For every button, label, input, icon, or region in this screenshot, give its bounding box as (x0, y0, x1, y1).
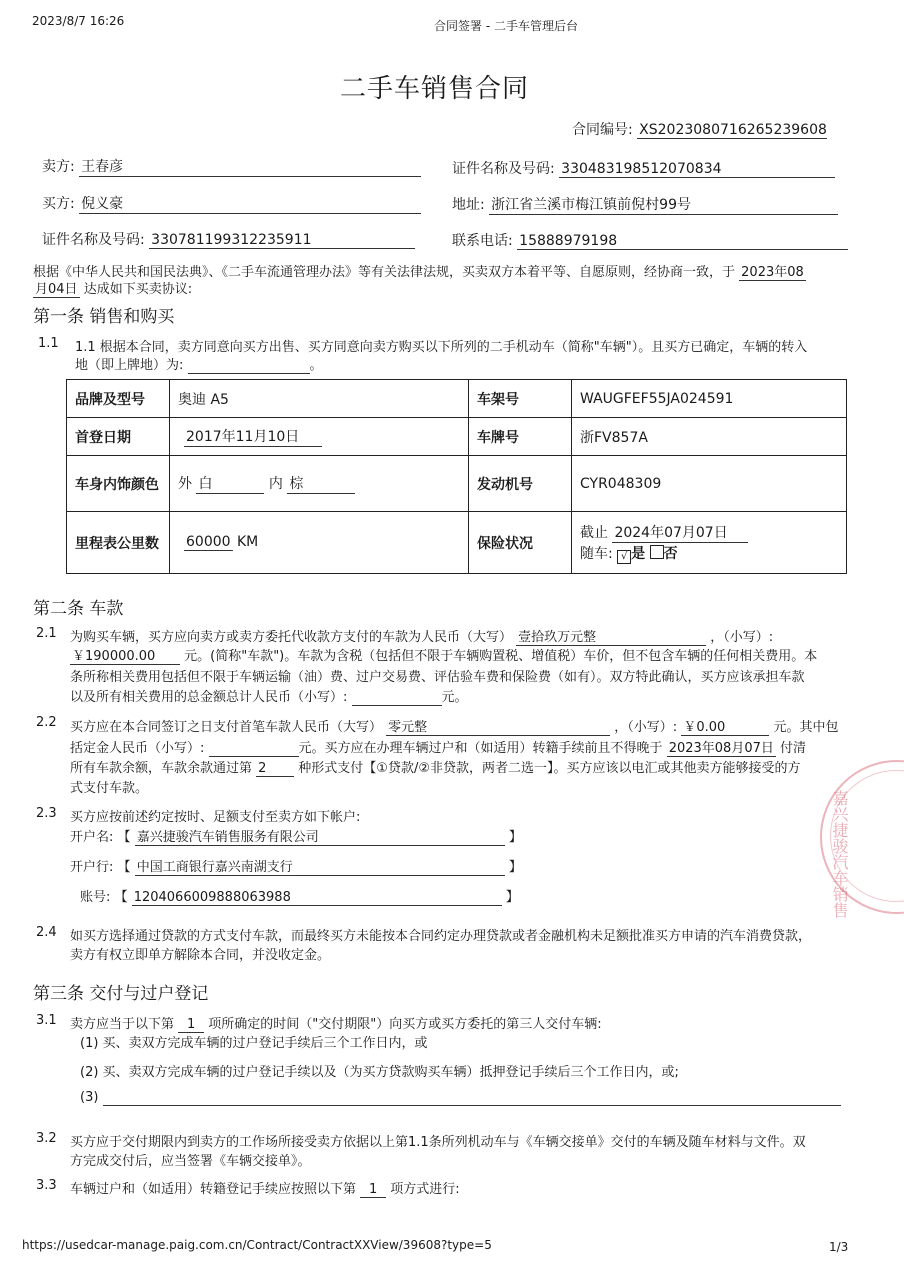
vin-value: WAUGFEF55JA024591 (572, 380, 847, 418)
clause-2-1-line-3: 条所称相关费用包括但不限于车辆运输（油）费、过户交易费、评估验车费和保险费（如有）。双方特此确认，买方应该承担车款 (70, 670, 805, 685)
seller-id: 330483198512070834 (559, 161, 835, 178)
deposit-upper: 零元整 (386, 716, 610, 736)
reg-date-header: 首登日期 (67, 418, 170, 456)
print-datetime: 2023/8/7 16:26 (32, 14, 125, 28)
phone-row: 联系电话: 15888979198 (452, 230, 848, 250)
clause-2-3-num: 2.3 (36, 806, 57, 821)
option-3: (3) (80, 1090, 841, 1106)
clause-3-2-line-1: 买方应于交付期限内到卖方的工作场所接受卖方依据以上第1.1条所列机动车与《车辆交接单》交付的车辆及随车材料与文件。双 (70, 1135, 806, 1150)
insurance-until: 2024年07月07日 (612, 522, 748, 543)
clause-1-1-num: 1.1 (38, 336, 59, 351)
exterior-color: 白 (196, 473, 264, 494)
vehicle-table (66, 379, 847, 574)
clause-3-2-num: 3.2 (36, 1131, 57, 1146)
final-payment-date: 2023年08月07日 (667, 737, 776, 757)
plate-value: 浙FV857A (572, 418, 847, 456)
mileage-cell: 60000 KM (170, 512, 469, 574)
contract-no: XS2023080716265239608 (639, 122, 827, 138)
interior-color: 棕 (287, 473, 355, 494)
brand-header: 品牌及型号 (67, 380, 170, 418)
intro-line-1: 根据《中华人民共和国民法典》、《二手车流通管理办法》等有关法律法规，买卖双方本着平等、自愿原则，经协商一致，于 2023年08 (33, 261, 806, 281)
clause-3-1-text: 卖方应当于以下第 1 项所确定的时间（"交付期限"）向买方或买方委托的第三人交付车辆: (70, 1017, 602, 1032)
buyer-id-row: 证件名称及号码: 330781199312235911 (42, 229, 415, 249)
address-row: 地址: 浙江省兰溪市梅江镇前倪村99号 (452, 194, 838, 215)
vin-header: 车架号 (469, 380, 572, 418)
clause-2-4-line-2: 卖方有权立即单方解除本合同，并没收定金。 (70, 948, 331, 963)
clause-3-3-num: 3.3 (36, 1178, 57, 1193)
yes-checkbox: √ (617, 550, 631, 564)
account-no-row: 账号: 【 1204066009888063988 】 (80, 890, 519, 905)
account-number: 1204066009888063988 (132, 890, 502, 906)
clause-2-1-line-2: ￥190000.00 元。(简称"车款")。车款为含税（包括但不限于车辆购置税、增值税）车价，但不包含车辆的任何相关费用。本 (70, 645, 817, 665)
clause-2-2-line-3: 所有车款余额，车款余款通过第 2 种形式支付【①贷款/②非贷款，两者二选一】。买方应该以电汇或其他卖方能够接受的方 (70, 761, 801, 776)
page-url: https://usedcar-manage.paig.com.cn/Contract/ContractXXView/39608?type=5 (22, 1238, 492, 1252)
clause-3-3-text: 车辆过户和（如适用）转籍登记手续应按照以下第 1 项方式进行: (70, 1182, 460, 1197)
seller-name: 王春彦 (79, 156, 421, 177)
company-seal-text: 嘉兴捷骏汽车销售 (830, 790, 849, 918)
clause-2-2-num: 2.2 (36, 715, 57, 730)
clause-2-2-line-1: 买方应在本合同签订之日支付首笔车款人民币（大写） 零元整 ，（小写）: ￥0.00 元。其中包 (70, 716, 838, 736)
total-price-upper: 壹拾玖万元整 (516, 626, 706, 646)
clause-2-4-line-1: 如买方选择通过贷款的方式支付车款，而最终买方未能按本合同约定办理贷款或者金融机构未足额批准买方申请的汽车消费贷款， (70, 929, 812, 944)
delivery-option: 1 (178, 1017, 204, 1033)
plate-header: 车牌号 (469, 418, 572, 456)
clause-1-1-text: 1.1 根据本合同，卖方同意向买方出售、买方同意向卖方购买以下所列的二手机动车（简称"车辆"）。且买方已确定，车辆的转入 (75, 340, 808, 355)
buyer-phone: 15888979198 (517, 233, 848, 250)
color-cell: 外 白 内 棕 (170, 456, 469, 512)
reg-date-value: 2017年11月10日 (184, 426, 322, 447)
insurance-header: 保险状况 (469, 512, 572, 574)
contract-no-row: 合同编号: XS2023080716265239608 (572, 122, 827, 138)
reg-date-cell (170, 418, 469, 456)
color-header: 车身内饰颜色 (67, 456, 170, 512)
intro-line-2: 月04日 达成如下买卖协议: (33, 278, 192, 298)
buyer-row: 买方: 倪义豪 (42, 193, 421, 214)
account-name-row: 开户名: 【 嘉兴捷骏汽车销售服务有限公司 】 (70, 826, 522, 846)
total-price-lower: ￥190000.00 (70, 645, 180, 665)
seller-row: 卖方: 王春彦 (42, 156, 421, 177)
clause-2-3-text: 买方应按前述约定按时、足额支付至卖方如下帐户: (70, 810, 361, 825)
transfer-option: 1 (360, 1182, 386, 1198)
page-number: 1/3 (829, 1240, 849, 1254)
clause-1-1-text-2: 地（即上牌地）为: 。 (75, 358, 323, 373)
article-2-title: 第二条 车款 (33, 599, 124, 619)
bank-row: 开户行: 【 中国工商银行嘉兴南湖支行 】 (70, 856, 522, 876)
clause-2-1-line-4: 以及所有相关费用的总金额总计人民币（小写）: 元。 (70, 690, 468, 705)
clause-3-2-line-2: 方完成交付后，应当签署《车辆交接单》。 (70, 1154, 311, 1169)
article-3-title: 第三条 交付与过户登记 (33, 984, 209, 1004)
buyer-address: 浙江省兰溪市梅江镇前倪村99号 (489, 194, 838, 215)
clause-2-1-line-1: 为购买车辆，买方应向卖方或卖方委托代收款方支付的车款为人民币（大写） 壹拾玖万元整 ，（小写）: (70, 626, 773, 646)
option-2: (2) 买、卖双方完成车辆的过户登记手续以及（为买方贷款购买车辆）抵押登记手续后三个工作日内，或; (80, 1065, 679, 1080)
article-1-title: 第一条 销售和购买 (33, 307, 175, 327)
insurance-cell: 截止 2024年07月07日 随车: √ 是 否 (572, 512, 847, 574)
mileage-header: 里程表公里数 (67, 512, 170, 574)
clause-2-2-line-4: 式支付车款。 (70, 781, 149, 796)
brand-value: 奥迪 A5 (170, 380, 469, 418)
seller-id-row: 证件名称及号码: 330483198512070834 (452, 158, 835, 178)
clause-2-1-num: 2.1 (36, 626, 57, 641)
engine-value: CYR048309 (572, 456, 847, 512)
mileage-value: 60000 (186, 534, 231, 550)
clause-2-4-num: 2.4 (36, 925, 57, 940)
clause-2-2-line-2: 括定金人民币（小写）: 元。买方应在办理车辆过户和（如适用）转籍手续前且不得晚于 2023年08月07日 付清 (70, 737, 806, 757)
no-checkbox (650, 545, 664, 559)
contract-title: 二手车销售合同 (340, 74, 530, 104)
clause-3-1-num: 3.1 (36, 1013, 57, 1028)
engine-header: 发动机号 (469, 456, 572, 512)
page-title: 合同签署 - 二手车管理后台 (434, 19, 578, 33)
payment-method: 2 (256, 761, 294, 777)
deposit-lower: ￥0.00 (681, 716, 769, 736)
bank-name: 中国工商银行嘉兴南湖支行 (135, 856, 505, 876)
buyer-id: 330781199312235911 (149, 232, 415, 249)
account-name: 嘉兴捷骏汽车销售服务有限公司 (135, 826, 505, 846)
option-1: (1) 买、卖双方完成车辆的过户登记手续后三个工作日内，或 (80, 1036, 428, 1051)
buyer-name: 倪义豪 (79, 193, 421, 214)
